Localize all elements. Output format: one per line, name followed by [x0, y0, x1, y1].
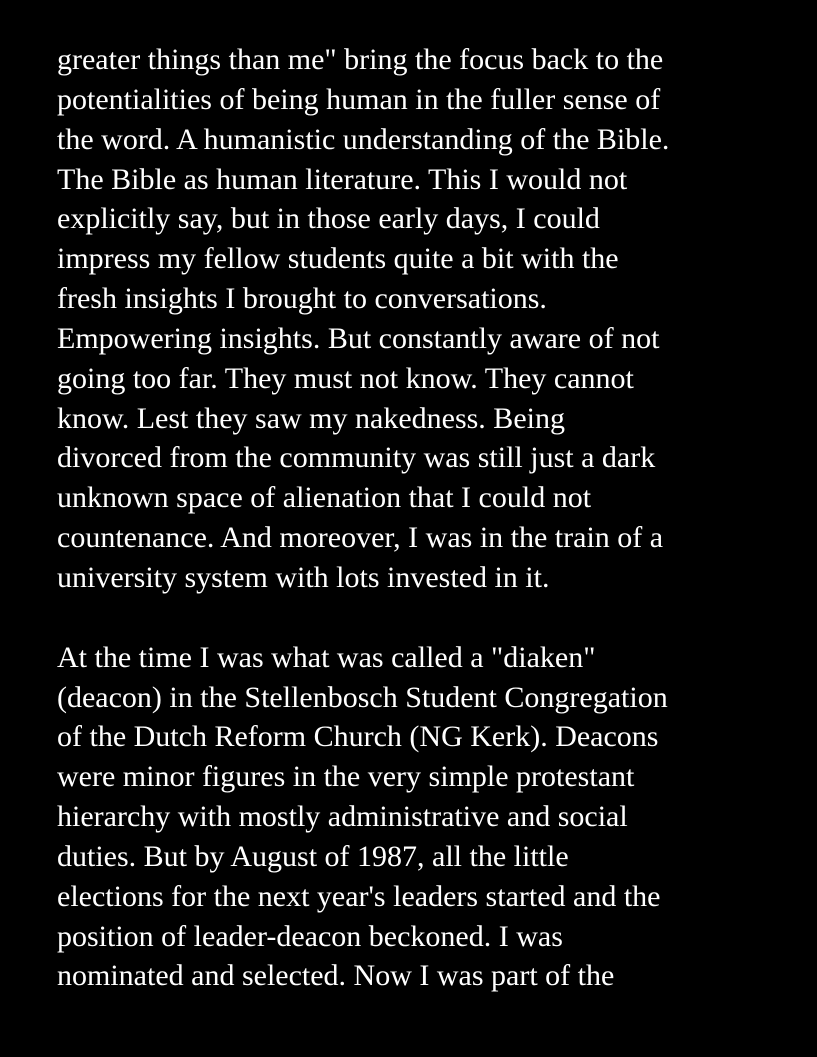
text-line: potentialities of being human in the fuller sense of	[57, 82, 661, 116]
text-line: The Bible as human literature. This I would not	[57, 162, 628, 196]
text-line: were minor figures in the very simple protestant	[57, 760, 635, 794]
text-line: going too far. They must not know. They cannot	[57, 361, 634, 395]
text-line: fresh insights I brought to conversations.	[57, 282, 547, 316]
text-line: greater things than me" bring the focus back to the	[57, 43, 664, 76]
text-line: (deacon) in the Stellenbosch Student Congregation	[57, 680, 668, 714]
text-line: divorced from the community was still just a dark	[57, 441, 656, 475]
text-line: duties. But by August of 1987, all the little	[57, 839, 569, 873]
document-page	[57, 40, 797, 996]
text-line: of the Dutch Reform Church (NG Kerk). Deacons	[57, 720, 659, 754]
text-line: countenance. And moreover, I was in the train of a	[57, 521, 664, 555]
text-line: know. Lest they saw my nakedness. Being	[57, 401, 565, 435]
text-line: At the time I was what was called a "diaken"	[57, 640, 596, 674]
text-line: unknown space of alienation that I could not	[57, 481, 592, 515]
text-line: university system with lots invested in it.	[57, 560, 550, 594]
text-line: Empowering insights. But constantly aware of not	[57, 321, 660, 355]
text-line: impress my fellow students quite a bit with the	[57, 242, 619, 276]
text-line: explicitly say, but in those early days, I could	[57, 202, 600, 236]
text-line: the word. A humanistic understanding of the Bible.	[57, 122, 670, 156]
paragraph-spacer	[57, 598, 797, 638]
paragraph-1	[57, 40, 797, 598]
text-line: nominated and selected. Now I was part of the	[57, 959, 615, 993]
text-line: position of leader-deacon beckoned. I was	[57, 919, 563, 953]
paragraph-2	[57, 638, 797, 997]
text-line: hierarchy with mostly administrative and social	[57, 800, 628, 834]
text-line: elections for the next year's leaders started and the	[57, 879, 661, 913]
